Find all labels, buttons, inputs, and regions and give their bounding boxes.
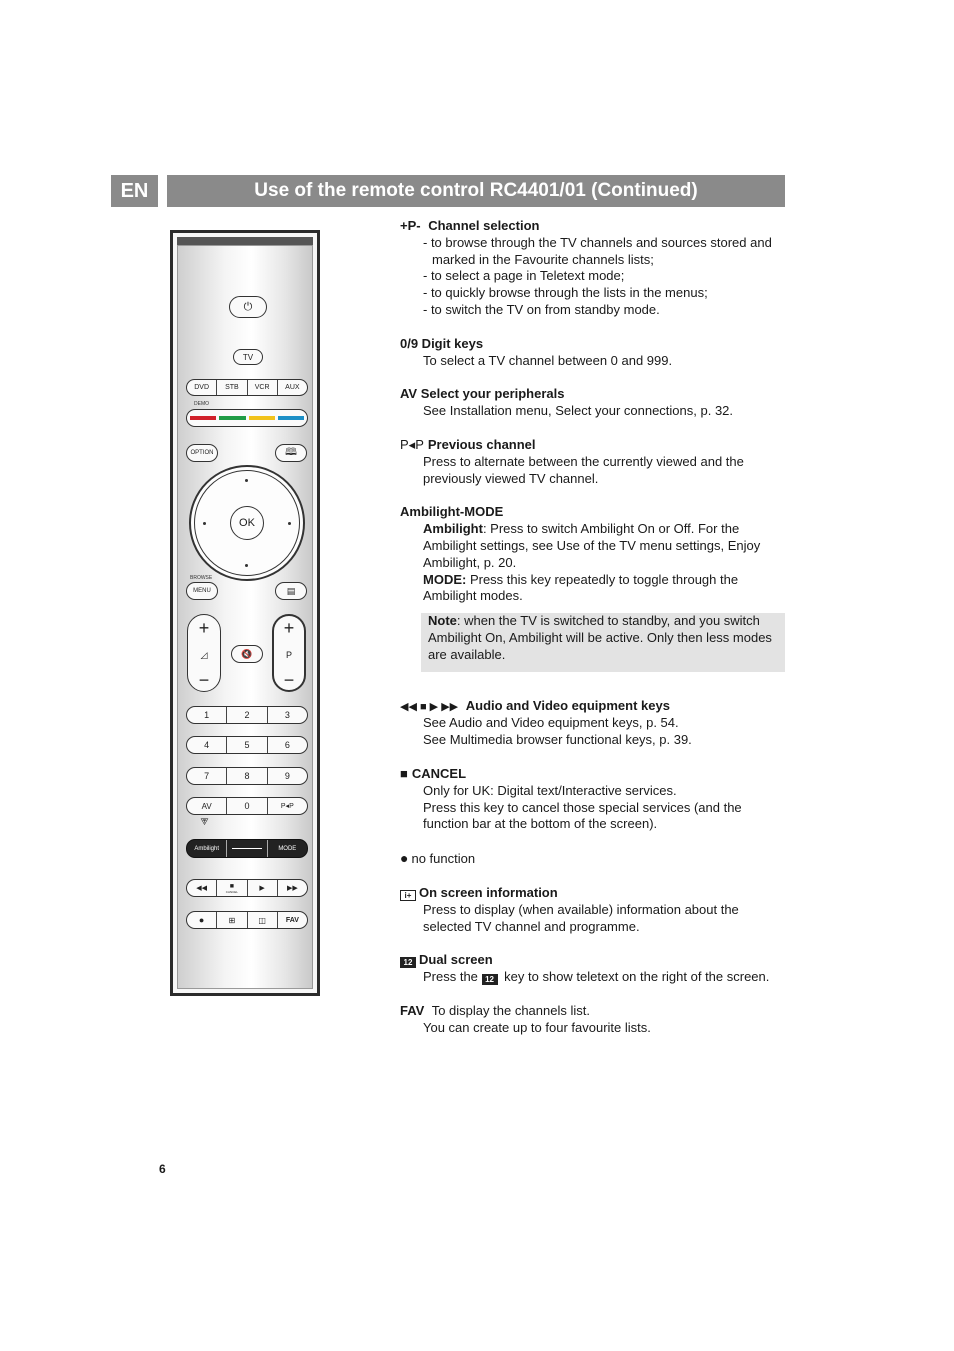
mute-button	[231, 645, 263, 663]
section-no-function	[400, 850, 785, 868]
media-keys-symbols: ◀◀ ■ ▶ ▶▶	[400, 700, 459, 713]
dot-right	[288, 522, 291, 525]
option-button	[186, 444, 218, 462]
dual-screen-title: Dual screen	[419, 952, 493, 968]
page-number: 6	[159, 1162, 166, 1176]
digit-8: 8	[227, 768, 267, 784]
on-screen-info-title: On screen information	[419, 884, 558, 900]
media-keys	[186, 879, 308, 897]
ambilight-mode-key: MODE	[278, 845, 297, 852]
previous-channel-text: Press to alternate between the currently viewed and the previously viewed TV channel.	[423, 453, 744, 486]
source-aux: AUX	[285, 384, 300, 391]
volume-down-icon: −	[198, 670, 210, 690]
volume-icon: ◿	[200, 649, 208, 660]
section-av	[400, 386, 785, 420]
digit-keys-text: To select a TV channel between 0 and 999.	[423, 352, 673, 368]
dual-screen-text	[400, 969, 785, 986]
stop-square-icon: ■	[400, 765, 408, 781]
dual-screen-inline-icon: 12	[482, 974, 498, 985]
volume-rocker	[187, 614, 221, 692]
audio-video-title: Audio and Video equipment keys	[465, 697, 670, 713]
section-audio-video	[400, 698, 785, 749]
channel-down-icon: −	[283, 670, 295, 690]
cancel-line: Press this key to cancel those special services (and the function bar at the bottom of the screen).	[423, 799, 742, 832]
dot-left	[203, 522, 206, 525]
source-buttons	[186, 379, 308, 396]
yellow-button	[249, 416, 275, 420]
ambilight-slider	[227, 840, 267, 857]
audio-video-line: See Multimedia browser functional keys, p. 39.	[423, 732, 692, 748]
ambilight-bar	[186, 839, 308, 858]
section-channel-selection	[400, 218, 785, 319]
av-key: AV	[187, 798, 227, 814]
power-button	[229, 296, 267, 318]
option-button-label: OPTION	[190, 450, 214, 456]
channel-p-label: P	[285, 650, 292, 660]
cancel-title: CANCEL	[411, 765, 467, 781]
digit-9: 9	[284, 771, 290, 781]
fav-line-1: To display the channels list.	[431, 1002, 590, 1018]
audio-video-line: See Audio and Video equipment keys, p. 54.	[423, 715, 679, 731]
ambilight-key: Ambilight	[187, 840, 227, 857]
digit-5: 5	[227, 737, 267, 753]
channel-rocker	[272, 614, 306, 692]
ambilight-desc: : Press to switch Ambilight On or Off. For the Ambilight settings, see Use of the TV menu settings, Enjoy Ambilight, p. 20.	[423, 521, 761, 570]
channel-selection-title: Channel selection	[428, 218, 540, 233]
fav-key-symbol: FAV	[400, 1002, 425, 1018]
record-dot-icon: ●	[400, 850, 409, 867]
mode-desc: Press this key repeatedly to toggle through the Ambilight modes.	[423, 571, 739, 604]
av-text: See Installation menu, Select your connections, p. 32.	[423, 403, 734, 419]
book-icon: 🕮	[285, 446, 297, 458]
note-text: : when the TV is switched to standby, and you switch Ambilight On, Ambilight will be active. Only then less modes are available.	[428, 613, 772, 662]
record-key: ●	[187, 912, 217, 928]
ok-button	[230, 506, 264, 540]
section-on-screen-info	[400, 885, 785, 935]
color-buttons	[186, 409, 308, 427]
section-fav	[400, 1003, 785, 1037]
av-title: AV Select your peripherals	[400, 386, 565, 402]
section-dual-screen	[400, 952, 785, 986]
previous-channel-key: P◂P	[280, 803, 294, 810]
teletext-button	[275, 582, 307, 600]
page-title: Use of the remote control RC4401/01 (Continued)	[167, 175, 785, 207]
dual-screen-key: ◫	[248, 912, 278, 928]
green-button	[219, 416, 245, 420]
digit-row-4	[186, 797, 308, 815]
remote-top-strip	[177, 237, 313, 245]
mute-icon: 🔇	[241, 648, 253, 659]
stop-icon: ■	[229, 882, 234, 890]
dual-text-after: key to show teletext on the right of the screen.	[504, 969, 770, 985]
blue-button	[278, 416, 304, 420]
channel-up-icon: +	[283, 618, 295, 638]
ok-label: OK	[239, 517, 255, 529]
function-keys	[186, 911, 308, 929]
digit-keys-title: 0/9 Digit keys	[400, 335, 484, 351]
remote-control-illustration	[170, 230, 320, 996]
no-function-text: no function	[411, 851, 476, 867]
menu-button-label: MENU	[193, 588, 211, 594]
digit-1: 1	[187, 707, 227, 723]
key-descriptions	[400, 218, 785, 1053]
power-icon: ⏻	[243, 300, 253, 313]
previous-channel-symbol: P◂P	[400, 436, 424, 452]
ambilight-note	[421, 613, 785, 671]
channel-item: - to browse through the TV channels and sources stored and marked in the Favourite channels lists;	[423, 234, 772, 267]
red-button	[190, 416, 216, 420]
info-key: ⊞	[217, 912, 247, 928]
digit-row-1	[186, 706, 308, 724]
navigation-ring	[189, 465, 305, 581]
dual-text-before: Press the	[423, 969, 478, 985]
source-stb: STB	[217, 380, 247, 395]
book-button	[275, 444, 307, 462]
fav-line-2: You can create up to four favourite lists.	[423, 1019, 651, 1035]
ambilight-text	[400, 521, 785, 571]
stop-key	[217, 880, 247, 896]
info-plus-icon: i+	[400, 890, 416, 901]
cancel-line: Only for UK: Digital text/Interactive services.	[423, 782, 677, 798]
tv-button-label: TV	[242, 352, 254, 362]
play-key: ▶	[248, 880, 278, 896]
digit-4: 4	[187, 737, 227, 753]
volume-up-icon: +	[198, 618, 210, 638]
digit-3: 3	[284, 710, 290, 720]
teletext-icon: ▤	[286, 585, 296, 596]
browse-label: BROWSE	[190, 575, 213, 581]
digit-6: 6	[284, 740, 290, 750]
source-vcr: VCR	[248, 380, 278, 395]
section-digit-keys	[400, 336, 785, 370]
tv-button	[233, 349, 263, 365]
menu-button	[186, 582, 218, 600]
av-input-icon: ⮗	[200, 817, 210, 827]
rewind-key: ◀◀	[187, 880, 217, 896]
dot-up	[245, 479, 248, 482]
dual-screen-icon: 12	[400, 957, 416, 968]
language-tab: EN	[111, 175, 158, 207]
section-previous-channel	[400, 437, 785, 487]
digit-2: 2	[227, 707, 267, 723]
section-ambilight	[400, 504, 785, 671]
digit-row-3	[186, 767, 308, 785]
channel-item: - to select a page in Teletext mode;	[423, 268, 625, 284]
source-dvd: DVD	[187, 380, 217, 395]
section-cancel	[400, 766, 785, 833]
digit-7: 7	[187, 768, 227, 784]
fast-forward-key: ▶▶	[286, 885, 298, 892]
digit-0: 0	[227, 798, 267, 814]
note-label: Note	[428, 613, 457, 629]
remote-body	[177, 245, 313, 989]
mode-text	[400, 572, 785, 606]
ambilight-label: Ambilight	[423, 521, 483, 537]
cancel-label: CANCEL	[225, 889, 238, 894]
channel-key-symbol: +P-	[400, 218, 421, 233]
digit-row-2	[186, 736, 308, 754]
demo-label: DEMO	[194, 401, 209, 407]
channel-item: - to quickly browse through the lists in the menus;	[423, 285, 708, 301]
dot-down	[245, 564, 248, 567]
on-screen-info-text: Press to display (when available) information about the selected TV channel and programme.	[423, 901, 739, 934]
mode-label: MODE:	[423, 571, 467, 587]
channel-item: - to switch the TV on from standby mode.	[423, 301, 660, 317]
fav-key: FAV	[285, 916, 299, 924]
previous-channel-title: Previous channel	[427, 436, 536, 452]
ambilight-title: Ambilight-MODE	[400, 504, 504, 520]
